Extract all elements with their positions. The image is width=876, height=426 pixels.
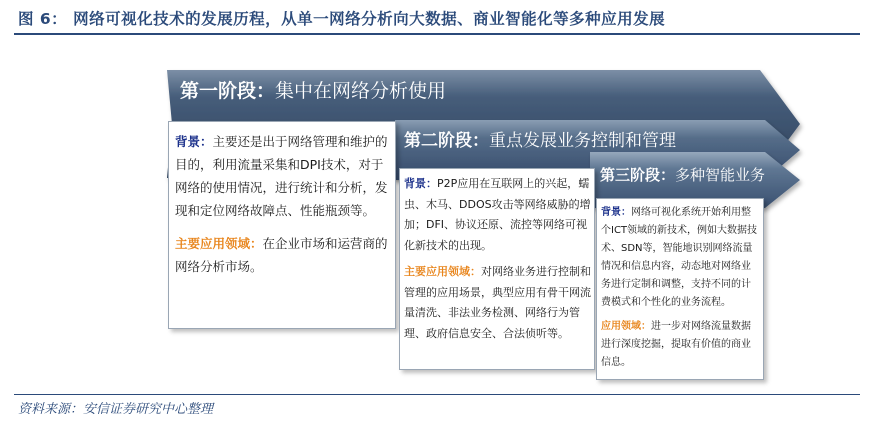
- stage-2-bg-text: P2P应用在互联网上的兴起，蠕虫、木马、DDOS攻击等网络威胁的增加；DFI、协议还原、流控等网络可视化新技术的出现。: [404, 177, 591, 252]
- stage-1-app-label: 主要应用领域：: [175, 236, 263, 251]
- stage-3-name: 多种智能业务: [675, 166, 766, 184]
- stage-3-label: 第三阶段：: [600, 166, 676, 184]
- stage-1-app-text: 在企业市场和运营商的网络分析市场。: [175, 236, 388, 274]
- stage-2-card: [399, 168, 595, 370]
- stage-1-bg-label: 背景：: [175, 134, 213, 149]
- stage-3-app-label: 应用领域：: [601, 321, 651, 332]
- stage-3-title: [600, 164, 765, 185]
- bottom-rule: [14, 394, 860, 395]
- stage-3-app-text: 进一步对网络流量数据进行深度挖掘，提取有价值的商业信息。: [601, 321, 751, 368]
- stage-1-bg-text: 主要还是出于网络管理和维护的目的，利用流量采集和DPI技术，对于网络的使用情况，进行统计和分析，发现和定位网络故障点、性能瓶颈等。: [175, 134, 388, 218]
- stage-2-label: 第二阶段：: [404, 131, 489, 151]
- stage-2-title: [404, 126, 676, 151]
- stage-1-name: 集中在网络分析使用: [275, 80, 447, 102]
- stage-1-card: [168, 121, 396, 329]
- stage-3-applications: [601, 318, 760, 372]
- stage-1-applications: [175, 232, 391, 278]
- stage-3-card: [596, 198, 764, 380]
- stage-3-bg-text: 网络可视化系统开始利用整个ICT领域的新技术，例如大数据技术、SDN等，智能地识别网络流量情况和信息内容，动态地对网络业务进行定制和调整，支持不同的计费模式和个性化的业务流程。: [601, 207, 758, 308]
- stage-2-name: 重点发展业务控制和管理: [489, 131, 676, 151]
- stage-2-bg-label: 背景：: [404, 177, 437, 190]
- stage-3-background: [601, 204, 760, 312]
- figure-title: 图 6： 网络可视化技术的发展历程，从单一网络分析向大数据、商业智能化等多种应用发展: [18, 10, 666, 28]
- stage-1-label: 第一阶段：: [180, 80, 276, 102]
- stage-2-background: [404, 174, 591, 256]
- stage-2-app-label: 主要应用领域：: [404, 265, 481, 278]
- stage-2-app-text: 对网络业务进行控制和管理的应用场景，典型应用有骨干网流量清洗、非法业务检测、网络行为管理、政府信息安全、合法侦听等。: [404, 265, 591, 340]
- stage-1-title: [180, 76, 446, 103]
- stage-2-applications: [404, 262, 591, 344]
- stage-1-background: [175, 130, 391, 222]
- stage-3-bg-label: 背景：: [601, 207, 631, 218]
- figure-source: 资料来源：安信证券研究中心整理: [18, 402, 214, 417]
